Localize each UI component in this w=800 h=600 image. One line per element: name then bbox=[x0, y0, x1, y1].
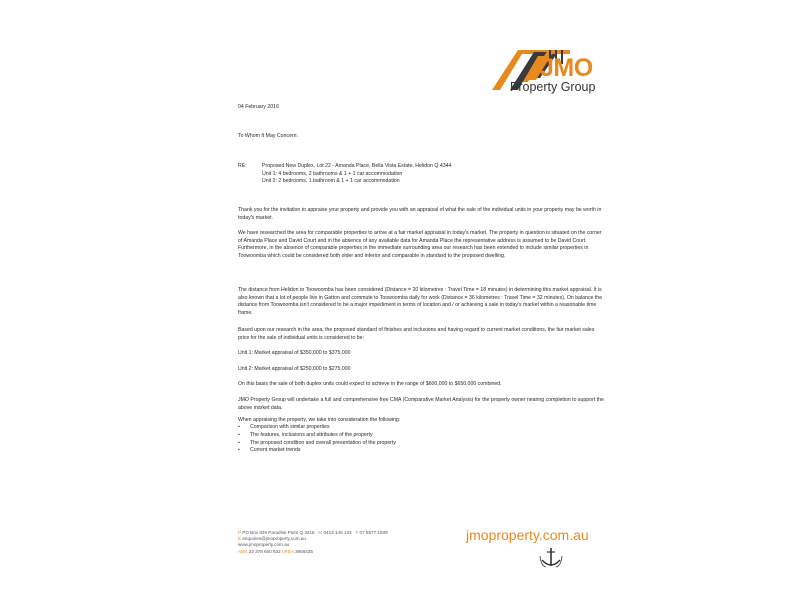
list-item: ▪ Current market trends bbox=[238, 447, 396, 455]
phone-label: P bbox=[238, 530, 241, 535]
fax-number: 07 5577 1839 bbox=[359, 530, 388, 535]
re-block bbox=[262, 163, 602, 186]
unit-1-appraisal: Unit 1: Market appraisal of $350,000 to $375,000 bbox=[238, 350, 351, 357]
anchor-emblem-icon bbox=[538, 546, 564, 570]
unit-2-appraisal: Unit 2: Market appraisal of $250,000 to $275,000 bbox=[238, 366, 351, 373]
paragraph-distance: The distance from Helidon to Toowoomba has been considered (Distance = 20 kilometres : Travel Time = 18 minutes) in determining this market appraisal. It is also known that a lot of people live in Gatton and commute to Toowoomba daily for work (Distance = 36 kilometres : Travel Time = 32 minutes). On balance the distance from Toowoomba isn't considered to be a major impediment in terms of location and / or achieving a sale in today's market within a reasonable time frame. bbox=[238, 287, 603, 316]
considerations-list bbox=[238, 424, 396, 455]
footer-contact bbox=[238, 530, 388, 555]
paragraph-research: We have researched the area for comparable properties to arrive at a fair market appraisal in today's market. The property in question is situated on the corner of Amanda Place and David Court and in the absence of any available data for Amanda Place the representative address is assumed to be David Court. Furthermore, in the absence of comparable properties in the immediate surrounding area our research has been extended to include similar properties in Toowoomba which could be considered both older and inferior and comparable in standard to the proposed dwelling. bbox=[238, 230, 602, 259]
lrea-label: LREA bbox=[281, 548, 294, 554]
mobile-number: 0413 149 133 bbox=[323, 530, 352, 535]
re-unit-2: Unit 2: 2 bedrooms, 1 bathroom & 1 + 1 car accommodation bbox=[262, 178, 400, 184]
lrea-number: 3958435 bbox=[294, 548, 313, 554]
paragraph-combined: On this basis the sale of both duplex units could expect to achieve in the range of $600,000 to $650,000 combined. bbox=[238, 381, 502, 388]
abn-label: ABN bbox=[238, 548, 248, 554]
logo-brand: JMO bbox=[540, 54, 593, 82]
re-label: RE: bbox=[238, 163, 247, 169]
list-item: ▪ The proposed condition and overall presentation of the property bbox=[238, 440, 396, 448]
paragraph-basis: Based upon our research in the area, the proposed standard of finishes and inclusions and having regard to current market conditions, the fair market sales price for the sale of individual units is considered to be: bbox=[238, 327, 595, 341]
abn-number: 23 378 600 632 bbox=[248, 548, 281, 554]
postal-address: PO Box 835 Paradise Point Q 4216 bbox=[242, 530, 315, 535]
logo-tagline: Property Group bbox=[510, 80, 596, 94]
list-item: ▪ Comparison with similar properties bbox=[238, 424, 396, 432]
salutation: To Whom It May Concern: bbox=[238, 133, 298, 139]
paragraph-intro: Thank you for the invitation to appraise your property and provide you with an appraisal of what the sale of the individual units in your property may be worth in today's market. bbox=[238, 207, 602, 221]
footer-website[interactable]: jmoproperty.com.au bbox=[466, 527, 589, 543]
email-label: E bbox=[238, 536, 242, 542]
email-link[interactable]: enquiries@jmoproperty.com.au bbox=[242, 536, 306, 542]
fax-label: F bbox=[355, 530, 359, 535]
web-link[interactable]: www.jmoproperty.com.au bbox=[238, 542, 290, 548]
re-subject: Proposed New Duplex, Lot 22 - Amanda Place, Bella Vista Estate, Helidon Q 4344 bbox=[262, 163, 452, 169]
letter-date: 04 February 2016 bbox=[238, 104, 279, 110]
paragraph-considerations: When appraising the property, we take into consideration the following: bbox=[238, 417, 401, 424]
list-item: ▪ The features, inclusions and attributes of the property bbox=[238, 432, 396, 440]
paragraph-cma: JMO Property Group will undertake a full and comprehensive free CMA (Comparative Market Analysis) for the property owner nearing completion to support the above market data. bbox=[238, 397, 604, 411]
mobile-label: M bbox=[318, 530, 323, 535]
re-unit-1: Unit 1: 4 bedrooms, 2 bathrooms & 1 + 1 car accommodation bbox=[262, 170, 403, 177]
